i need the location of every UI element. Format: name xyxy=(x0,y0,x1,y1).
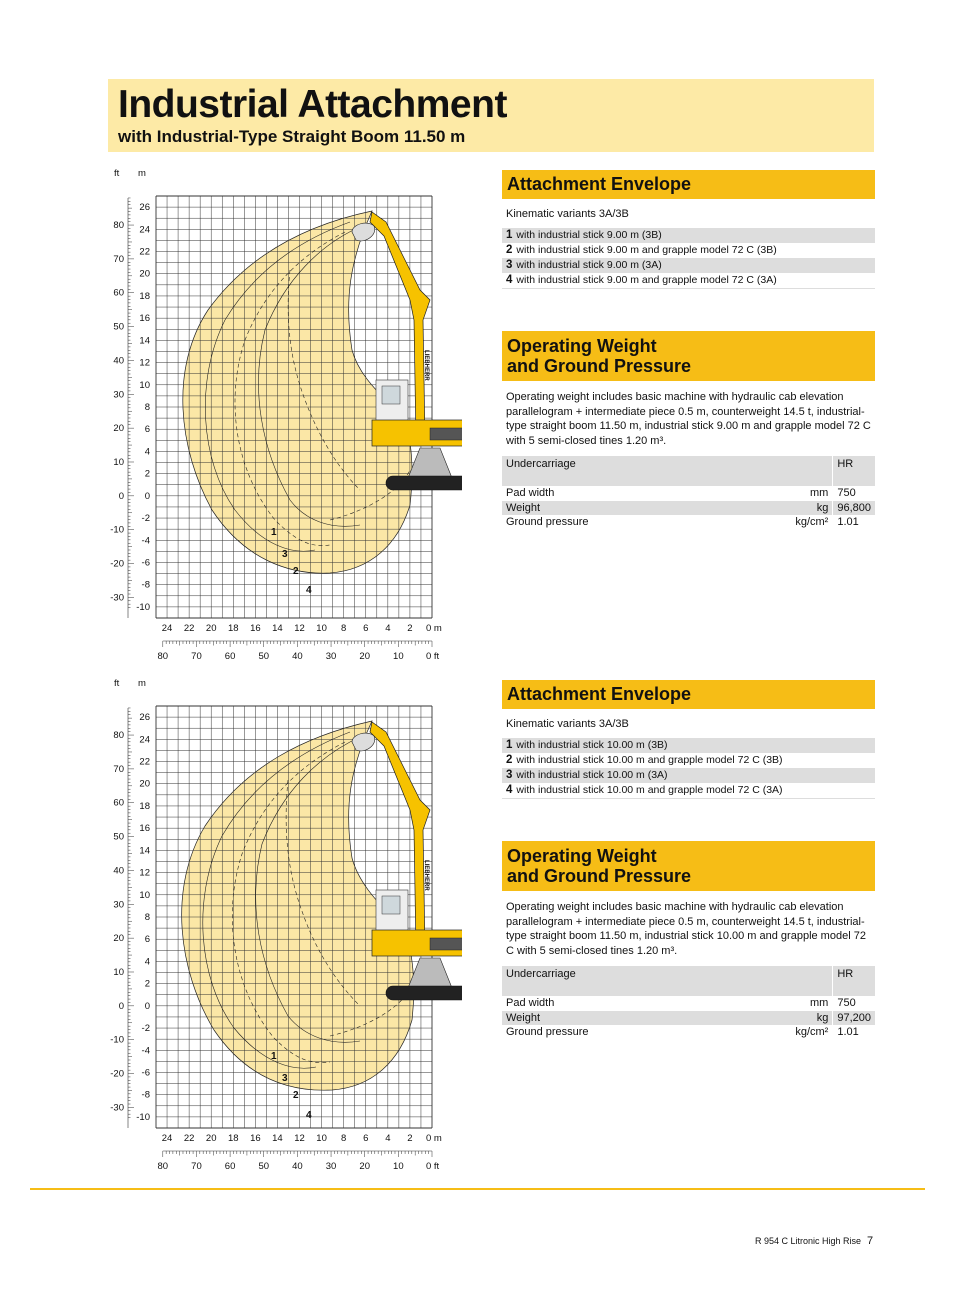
y-tick-m: 20 xyxy=(139,268,150,280)
y-tick-m: -10 xyxy=(136,601,150,613)
envelope-heading: Attachment Envelope xyxy=(502,170,875,199)
weight-heading: Operating Weight and Ground Pressure xyxy=(502,841,875,891)
y-tick-m: -2 xyxy=(141,1023,150,1035)
x-tick-m: 16 xyxy=(250,623,261,634)
axis-unit-m: m xyxy=(138,168,146,179)
weight-description: Operating weight includes basic machine with hydraulic cab elevation parallelogram + intermediate piece 0.5 m, counterweight 14.5 t, industrial-type straight boom 11.50 m, industrial stick 10.00 m and grapple model 72 C with 5 semi-closed tines 1.20 m³. xyxy=(506,901,866,957)
curve-label-2: 2 xyxy=(293,566,299,577)
x-tick-m: 20 xyxy=(205,623,217,634)
x-tick-m: 6 xyxy=(363,623,369,634)
y-tick-m: -8 xyxy=(141,579,150,591)
x-tick-m: 8 xyxy=(341,1133,347,1144)
variant-row: 3 with industrial stick 9.00 m (3A) xyxy=(502,258,875,273)
axis-unit-bottom-m: 0 m xyxy=(426,1133,442,1144)
envelope-chart-2 xyxy=(102,676,462,1176)
y-tick-ft: -10 xyxy=(110,524,124,536)
section-1 xyxy=(502,170,875,530)
weight-table: Undercarriage HR Pad width mm 750 Weight kg 96,800 Ground pressure kg/cm² 1.01 xyxy=(502,456,875,530)
x-tick-ft: 40 xyxy=(292,1161,303,1172)
x-tick-m: 10 xyxy=(316,1133,327,1144)
y-tick-m: 26 xyxy=(139,712,150,724)
y-tick-ft: 80 xyxy=(113,220,124,232)
x-tick-m: 24 xyxy=(161,1133,173,1144)
x-tick-m: 12 xyxy=(294,1133,305,1144)
y-tick-ft: 80 xyxy=(113,730,124,742)
axis-unit-bottom-ft: 0 ft xyxy=(426,1161,440,1172)
x-tick-ft: 70 xyxy=(191,651,202,662)
curve-label-4: 4 xyxy=(306,585,312,596)
y-tick-m: 12 xyxy=(139,357,150,369)
y-tick-ft: 60 xyxy=(113,287,124,299)
weight-table: Undercarriage HR Pad width mm 750 Weight kg 97,200 Ground pressure kg/cm² 1.01 xyxy=(502,966,875,1040)
variant-list xyxy=(502,738,875,798)
y-tick-m: 2 xyxy=(144,468,150,480)
x-tick-ft: 50 xyxy=(258,1161,270,1172)
y-tick-m: -6 xyxy=(141,557,150,569)
x-tick-m: 14 xyxy=(272,1133,283,1144)
weight-heading: Operating Weight and Ground Pressure xyxy=(502,331,875,381)
y-tick-m: -10 xyxy=(136,1111,150,1123)
curve-label-3: 3 xyxy=(282,1073,288,1084)
axis-unit-m: m xyxy=(138,678,146,689)
x-tick-ft: 80 xyxy=(157,651,169,662)
x-tick-m: 4 xyxy=(385,1133,391,1144)
y-tick-ft: -30 xyxy=(110,1102,124,1114)
footer-rule xyxy=(30,1188,925,1190)
page-title: Industrial Attachment xyxy=(118,83,507,126)
axis-unit-bottom-m: 0 m xyxy=(426,623,442,634)
y-tick-ft: 70 xyxy=(113,253,124,265)
y-tick-m: 14 xyxy=(139,335,150,347)
y-tick-m: 0 xyxy=(144,490,150,502)
page-number: 7 xyxy=(867,1235,874,1247)
y-tick-m: 8 xyxy=(144,912,150,923)
page-subtitle: with Industrial-Type Straight Boom 11.50 m xyxy=(118,127,466,146)
y-tick-m: 16 xyxy=(139,823,150,835)
curve-label-3: 3 xyxy=(282,549,288,560)
variant-row: 4 with industrial stick 9.00 m and grapple model 72 C (3A) xyxy=(506,274,777,286)
x-tick-ft: 20 xyxy=(359,1161,370,1172)
variant-row: 1 with industrial stick 9.00 m (3B) xyxy=(502,228,875,243)
y-tick-m: 6 xyxy=(144,424,150,436)
x-tick-m: 24 xyxy=(161,623,173,634)
variant-list xyxy=(502,228,875,288)
curve-label-2: 2 xyxy=(293,1090,299,1101)
y-tick-m: 22 xyxy=(139,246,150,258)
axis-unit-ft: ft xyxy=(114,678,120,689)
y-tick-m: 20 xyxy=(139,778,150,790)
model-name: R 954 C Litronic High Rise xyxy=(755,1236,862,1246)
title-banner xyxy=(108,79,874,152)
y-tick-m: 12 xyxy=(139,867,150,879)
y-tick-ft: -20 xyxy=(110,1068,124,1080)
x-tick-m: 16 xyxy=(250,1133,261,1144)
x-tick-ft: 50 xyxy=(258,651,270,662)
y-tick-m: 24 xyxy=(139,734,150,746)
x-tick-ft: 80 xyxy=(157,1161,169,1172)
y-tick-m: 18 xyxy=(139,290,150,302)
x-tick-m: 4 xyxy=(385,623,391,634)
y-tick-m: 14 xyxy=(139,845,150,857)
y-tick-m: 2 xyxy=(144,978,150,990)
y-tick-ft: 10 xyxy=(113,966,124,978)
y-tick-m: -4 xyxy=(141,1045,150,1057)
y-tick-ft: 70 xyxy=(113,763,124,775)
x-tick-ft: 70 xyxy=(191,1161,202,1172)
y-tick-ft: -20 xyxy=(110,558,124,570)
y-tick-m: 8 xyxy=(144,402,150,413)
x-tick-ft: 30 xyxy=(325,1161,337,1172)
curve-label-1: 1 xyxy=(271,527,277,538)
curve-label-1: 1 xyxy=(271,1051,277,1062)
y-tick-ft: 50 xyxy=(113,321,124,333)
y-tick-m: 10 xyxy=(139,379,150,391)
y-tick-ft: 40 xyxy=(113,355,124,367)
y-tick-ft: 0 xyxy=(118,1000,124,1012)
x-tick-ft: 60 xyxy=(224,651,236,662)
x-tick-ft: 40 xyxy=(292,651,303,662)
boom-brand-text: LIEBHERR xyxy=(423,350,429,381)
x-tick-ft: 20 xyxy=(359,651,370,662)
y-tick-ft: 20 xyxy=(113,933,124,945)
x-tick-m: 20 xyxy=(205,1133,217,1144)
y-tick-m: -4 xyxy=(141,535,150,547)
x-tick-m: 6 xyxy=(363,1133,369,1144)
y-tick-ft: -10 xyxy=(110,1034,124,1046)
x-tick-ft: 30 xyxy=(325,651,337,662)
variant-row: 1 with industrial stick 10.00 m (3B) xyxy=(502,738,875,753)
x-tick-m: 2 xyxy=(407,1133,413,1144)
kinematic-variants: Kinematic variants 3A/3B xyxy=(506,718,629,730)
axis-unit-ft: ft xyxy=(114,168,120,179)
envelope-heading: Attachment Envelope xyxy=(502,680,875,709)
y-tick-m: 16 xyxy=(139,313,150,325)
x-tick-m: 22 xyxy=(183,623,195,634)
x-tick-m: 2 xyxy=(407,623,413,634)
x-tick-m: 18 xyxy=(227,623,239,634)
variant-row: 2 with industrial stick 9.00 m and grapple model 72 C (3B) xyxy=(506,244,777,256)
y-tick-m: 0 xyxy=(144,1000,150,1012)
boom-brand-text: LIEBHERR xyxy=(423,860,429,891)
y-tick-ft: 0 xyxy=(118,490,124,502)
y-tick-ft: 60 xyxy=(113,797,124,809)
y-tick-ft: -30 xyxy=(110,592,124,604)
y-tick-m: 10 xyxy=(139,889,150,901)
y-tick-m: 18 xyxy=(139,800,150,812)
y-tick-ft: 10 xyxy=(113,456,124,468)
y-tick-m: 24 xyxy=(139,224,150,236)
x-tick-ft: 60 xyxy=(224,1161,236,1172)
variant-row: 2 with industrial stick 10.00 m and grapple model 72 C (3B) xyxy=(506,754,783,766)
x-tick-m: 12 xyxy=(294,623,305,634)
x-tick-m: 18 xyxy=(227,1133,239,1144)
y-tick-m: -8 xyxy=(141,1089,150,1101)
y-tick-ft: 30 xyxy=(113,899,124,911)
y-tick-m: 4 xyxy=(144,446,150,458)
y-tick-m: 22 xyxy=(139,756,150,768)
variant-row: 4 with industrial stick 10.00 m and grapple model 72 C (3A) xyxy=(506,784,783,796)
x-tick-ft: 10 xyxy=(393,651,404,662)
section-2 xyxy=(502,680,875,1040)
y-tick-m: 26 xyxy=(139,202,150,214)
y-tick-m: 4 xyxy=(144,956,150,968)
x-tick-m: 8 xyxy=(341,623,347,634)
curve-label-4: 4 xyxy=(306,1110,312,1121)
y-tick-m: -6 xyxy=(141,1067,150,1079)
variant-row: 3 with industrial stick 10.00 m (3A) xyxy=(502,768,875,783)
axis-unit-bottom-ft: 0 ft xyxy=(426,651,440,662)
x-tick-m: 10 xyxy=(316,623,327,634)
y-tick-ft: 40 xyxy=(113,865,124,877)
x-tick-m: 22 xyxy=(183,1133,195,1144)
weight-description: Operating weight includes basic machine with hydraulic cab elevation parallelogram + intermediate piece 0.5 m, counterweight 14.5 t, industrial-type straight boom 11.50 m, industrial stick 9.00 m and grapple model 72 C with 5 semi-closed tines 1.20 m³. xyxy=(506,391,871,447)
x-tick-m: 14 xyxy=(272,623,283,634)
page-footer xyxy=(755,1235,873,1247)
y-tick-ft: 20 xyxy=(113,423,124,435)
y-tick-ft: 50 xyxy=(113,831,124,843)
x-tick-ft: 10 xyxy=(393,1161,404,1172)
envelope-chart-1 xyxy=(102,166,462,666)
y-tick-m: 6 xyxy=(144,934,150,946)
kinematic-variants: Kinematic variants 3A/3B xyxy=(506,208,629,220)
y-tick-m: -2 xyxy=(141,513,150,525)
y-tick-ft: 30 xyxy=(113,389,124,401)
